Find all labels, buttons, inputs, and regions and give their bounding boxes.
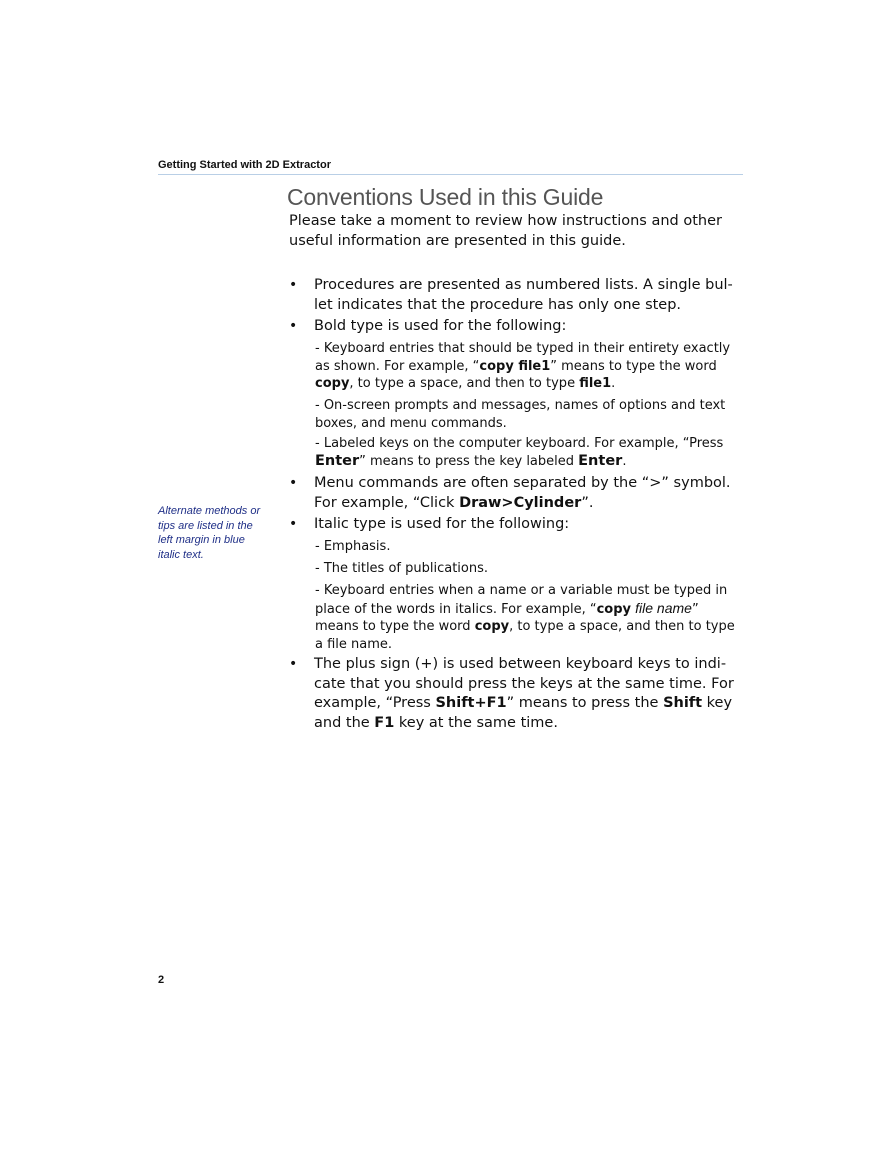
italic-variable: file name [635, 599, 692, 616]
keyboard-entry: copy [474, 619, 510, 634]
section-title: Conventions Used in this Guide [287, 184, 604, 210]
keyboard-entry: copy [596, 601, 631, 617]
keyboard-entry: copy [315, 376, 350, 391]
key-label: Enter [578, 452, 623, 469]
sub-item-variable-entries: - Keyboard entries when a name or a variable must be typed in place of the words in italics. For example, “copy file name” means to type the word copy, to type a space, and then to type a file name. [315, 583, 735, 652]
bullet-item-plus-sign: The plus sign (+) is used between keyboard keys to indi-cate that you should press the keys at the same time. For example, “Press Shift+F1” means to press the Shift key and the F1 key at the same time. [314, 656, 734, 731]
menu-command: Draw>Cylinder [459, 494, 582, 511]
sub-item-emphasis: - Emphasis. [315, 539, 391, 554]
bullet-icon: • [289, 475, 298, 491]
bullet-icon: • [289, 318, 298, 334]
running-header: Getting Started with 2D Extractor [158, 159, 743, 175]
bullet-item-bold-type: Bold type is used for the following: [314, 318, 567, 334]
key-label: Shift [663, 695, 703, 711]
sub-item-on-screen-prompts: - On-screen prompts and messages, names of options and text boxes, and menu commands. [315, 398, 726, 431]
bullet-icon: • [289, 277, 298, 293]
margin-tip: Alternate methods or tips are listed in the left margin in blue italic text. [158, 505, 261, 561]
keyboard-entry: file1 [579, 376, 612, 391]
sub-item-labeled-keys: - Labeled keys on the computer keyboard. For example, “Press Enter” means to press the key labeled Enter. [315, 436, 724, 469]
keyboard-entry: copy file1 [479, 358, 551, 374]
bullet-item-italic-type: Italic type is used for the following: [314, 516, 570, 532]
bullet-item-menu-commands: Menu commands are often separated by the “>” symbol. For example, “Click Draw>Cylinder”. [314, 475, 731, 511]
key-label: Enter [315, 452, 360, 469]
key-combo: Shift+F1 [435, 695, 507, 711]
bullet-item-numbered-lists: Procedures are presented as numbered lists. A single bul-let indicates that the procedure has only one step. [314, 277, 733, 313]
sub-item-keyboard-entries: - Keyboard entries that should be typed in their entirety exactly as shown. For example, “copy file1” means to type the word copy, to type a space, and then to type file1. [315, 341, 731, 391]
sub-item-publication-titles: - The titles of publications. [315, 561, 489, 576]
intro-paragraph: Please take a moment to review how instructions and other useful information are presented in this guide. [289, 213, 722, 249]
page-number: 2 [158, 974, 165, 986]
bullet-icon: • [289, 656, 298, 672]
key-label: F1 [374, 714, 395, 731]
bullet-icon: • [289, 516, 298, 532]
